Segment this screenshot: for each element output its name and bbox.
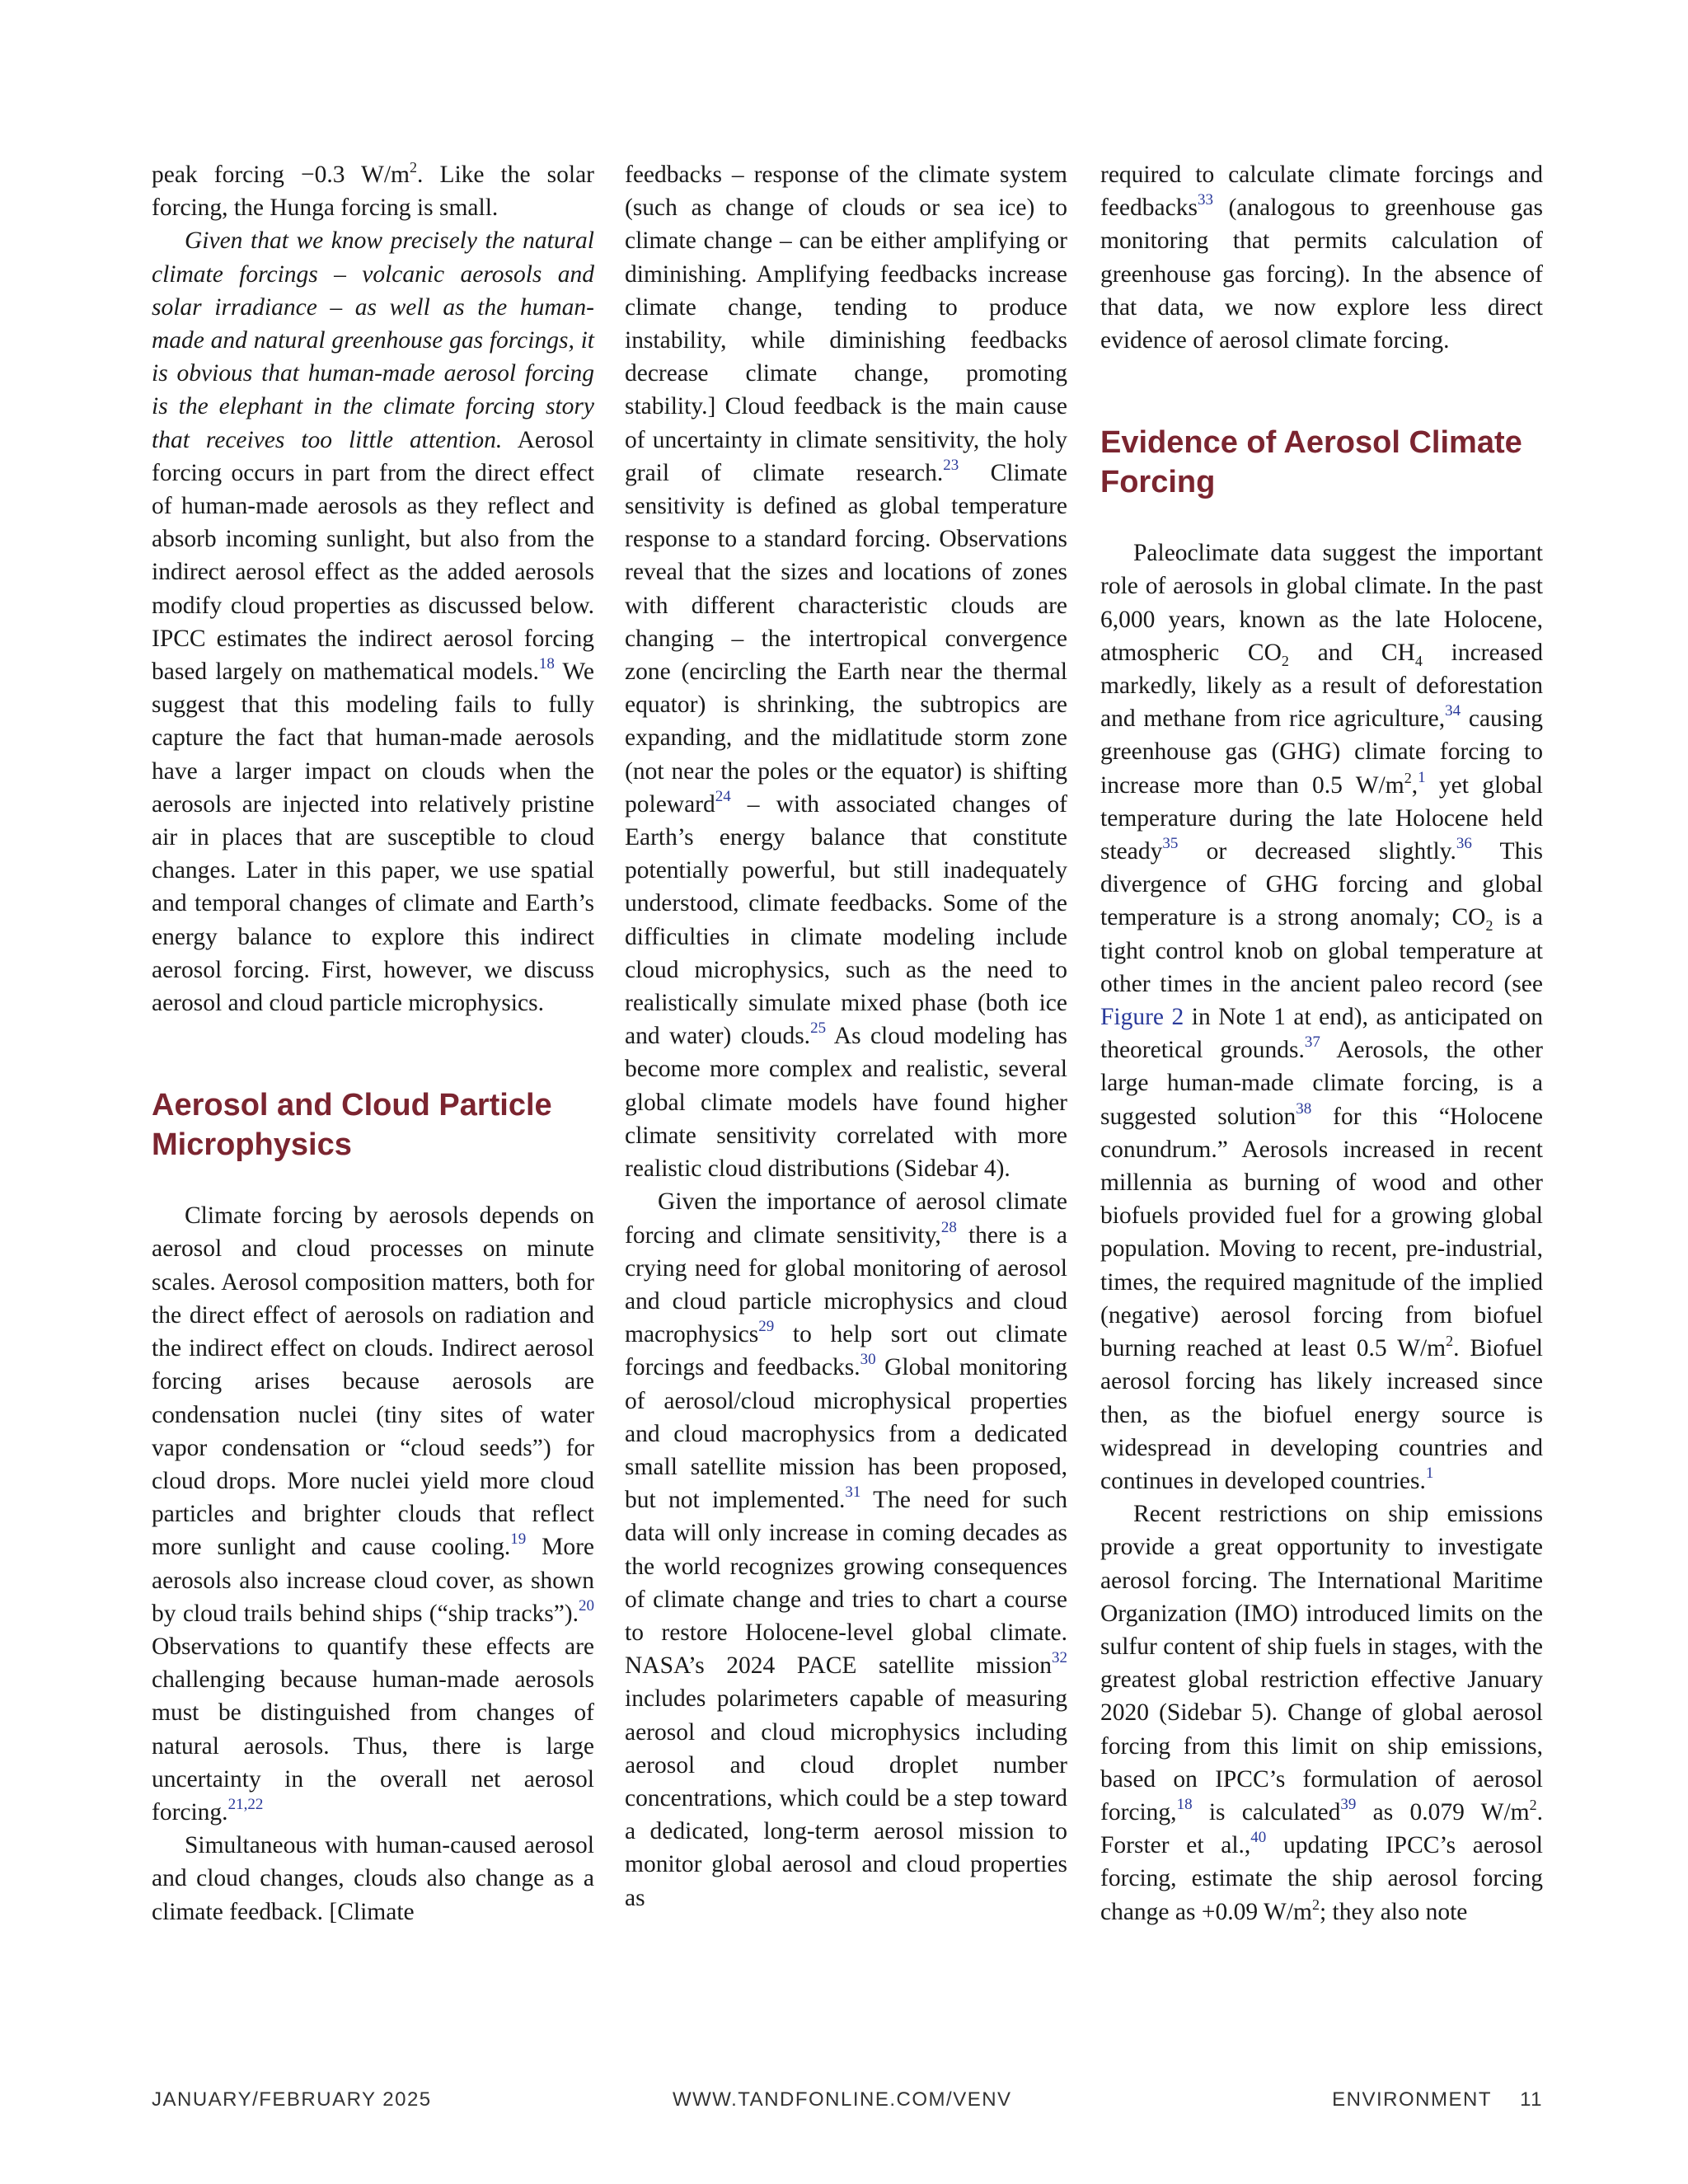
citation-link[interactable]: 25 — [810, 1019, 827, 1038]
paragraph: Climate forcing by aerosols depends on aerosol and cloud processes on minute scales. Aerosol composition matters, both for the direct effect of aerosols on radiation and the indirect effect on clouds. Indirect aerosol forcing arises because aerosols are condensation nuclei (tiny sites of water vapor condensation or “cloud seeds”) for cloud drops. More nuclei yield more cloud particles and brighter clouds that reflect more sunlight and cause cooling.$^{19}$ More aerosols also increase cloud cover, as shown by cloud trails behind ships (“ship tracks”).$^{20}$ Observations to quantify these effects are challenging because human-made aerosols must be distinguished from changes of natural aerosols. Thus, there is large uncertainty in the overall net aerosol forcing.$^{21,22}$ — [152, 1202, 594, 1825]
citation-link[interactable]: 18 — [538, 655, 555, 673]
text-column-3 — [1100, 158, 1543, 1929]
citation-link[interactable]: 19 — [510, 1530, 527, 1549]
citation-link[interactable]: 30 — [860, 1351, 876, 1369]
footer-url[interactable]: WWW.TANDFONLINE.COM/VENV — [673, 2088, 1012, 2111]
citation-link[interactable]: 1 — [1418, 768, 1426, 786]
citation-link[interactable]: 40 — [1250, 1829, 1267, 1847]
citation-link[interactable]: 34 — [1445, 702, 1461, 720]
citation-link[interactable]: 33 — [1197, 191, 1213, 209]
footer-issue-date: JANUARY/FEBRUARY 2025 — [152, 2088, 432, 2111]
section-heading: Evidence of Aerosol Climate Forcing — [1100, 425, 1522, 500]
paragraph: Simultaneous with human-caused aerosol and cloud changes, clouds also change as a climate feedback. [Climate — [152, 1832, 594, 1925]
page-footer — [152, 2088, 1543, 2121]
citation-link[interactable]: 37 — [1304, 1033, 1320, 1052]
citation-link[interactable]: 36 — [1456, 835, 1472, 853]
citation-link[interactable]: 35 — [1162, 835, 1179, 853]
paragraph: feedbacks – response of the climate system (such as change of clouds or sea ice) to climate change – can be either amplifying or diminishing. Amplifying feedbacks increase climate change, tending to produce instability, while diminishing feedbacks decrease climate change, promoting stability.] Cloud feedback is the main cause of uncertainty in climate sensitivity, the holy grail of climate research.$^{23}$ Climate sensitivity is defined as global temperature response to a standard forcing. Observations reveal that the sizes and locations of zones with different characteristic clouds are changing – the intertropical convergence zone (encircling the Earth near the thermal equator) is shrinking, the subtropics are expanding, and the midlatitude storm zone (not near the poles or the equator) is shifting poleward$^{24}$ – with associated changes of Earth’s energy balance that constitute potentially powerful, but still inadequately understood, climate feedbacks. Some of the difficulties in climate modeling include cloud microphysics, such as the need to realistically simulate mixed phase (both ice and water) clouds.$^{25}$ As cloud modeling has become more complex and realistic, several global climate models have found higher climate sensitivity correlated with more realistic cloud distributions (Sidebar 4). — [625, 162, 1067, 1183]
paragraph: Paleoclimate data suggest the important role of aerosols in global climate. In the past 6,000 years, known as the late Holocene, atmospheric $CO_2$ and $CH_4$ increased markedly, likely as a result of deforestation and methane from rice agriculture,$^{34}$ causing greenhouse gas (GHG) climate forcing to increase more than 0.5 $W/m^2,^1$ yet global temperature during the late Holocene held steady$^{35}$ or decreased slightly.$^{36}$ This divergence of GHG forcing and global temperature is a strong anomaly; $CO_2$ is a tight control knob on global temperature at other times in the ancient paleo record (see Figure 2 in Note 1 at end), as anticipated on theoretical grounds.$^{37}$ Aerosols, the other large human-made climate forcing, is a suggested solution$^{38}$ for this “Holocene conundrum.” Aerosols increased in recent millennia as burning of wood and other biofuels provided fuel for a growing global population. Moving to recent, pre-industrial, times, the required magnitude of the implied (negative) aerosol forcing from biofuel burning reached at least 0.5 $W/m^2$. Biofuel aerosol forcing has likely increased since then, as the biofuel energy source is widespread in developing countries and continues in developed countries.$^1$ — [1100, 540, 1544, 1494]
paragraph: Recent restrictions on ship emissions provide a great opportunity to investigate aerosol forcing. The International Maritime Organization (IMO) introduced limits on the sulfur content of ship fuels in stages, with the greatest global restriction effective January 2020 (Sidebar 5). Change of global aerosol forcing from this limit on ship emissions, based on IPCC’s formulation of aerosol forcing,$^{18}$ is calculated$^{39}$ as 0.079 $W/m^2$. Forster et al.,$^{40}$ updating IPCC’s aerosol forcing, estimate the ship aerosol forcing change as +0.09 $W/m^2$; they also note — [1100, 1501, 1544, 1925]
paragraph: peak forcing −0.3 $W/m^2$. Like the solar forcing, the Hunga forcing is small. — [152, 159, 594, 222]
citation-link[interactable]: 21,22 — [227, 1795, 264, 1813]
page-number: 11 — [1520, 2088, 1543, 2111]
citation-link[interactable]: 29 — [758, 1318, 775, 1336]
citation-link[interactable]: 18 — [1176, 1795, 1193, 1813]
figure-link[interactable]: Figure 2 — [1100, 1004, 1184, 1031]
citation-link[interactable]: 31 — [845, 1483, 861, 1502]
section-heading: Aerosol and Cloud Particle Microphysics — [152, 1088, 552, 1163]
citation-link[interactable]: 28 — [940, 1218, 957, 1236]
footer-journal-name: ENVIRONMENT — [1332, 2088, 1492, 2111]
citation-link[interactable]: 24 — [715, 787, 731, 805]
citation-link[interactable]: 32 — [1052, 1649, 1067, 1667]
citation-link[interactable]: 20 — [579, 1596, 594, 1615]
citation-link[interactable]: 39 — [1340, 1795, 1357, 1813]
paragraph: Given the importance of aerosol climate forcing and climate sensitivity,$^{28}$ there is a crying need for global monitoring of aerosol and cloud particle microphysics and cloud macrophysics$^{29}$ to help sort out climate forcings and feedbacks.$^{30}$ Global monitoring of aerosol/cloud microphysical properties and cloud macrophysics from a dedicated small satellite mission has been proposed, but not implemented.$^{31}$ The need for such data will only increase in coming decades as the world recognizes growing consequences of climate change and tries to chart a course to restore Holocene-level global climate. NASA’s 2024 PACE satellite mission$^{32}$ includes polarimeters capable of measuring aerosol and cloud microphysics including aerosol and cloud droplet number concentrations, which could be a step toward a dedicated, long-term aerosol mission to monitor global aerosol and cloud properties as — [625, 1188, 1068, 1911]
citation-link[interactable]: 1 — [1425, 1464, 1434, 1482]
citation-link[interactable]: 38 — [1296, 1099, 1312, 1118]
paragraph: Given that we know precisely the natural climate forcings – volcanic aerosols and solar irradiance – as well as the human-made and natural greenhouse gas forcings, it is obvious that human-made aerosol forcing is the elephant in the climate forcing story that receives too little attention. Aerosol forcing occurs in part from the direct effect of human-made aerosols as they reflect and absorb incoming sunlight, but also from the indirect aerosol effect as the added aerosols modify cloud properties as discussed below. IPCC estimates the indirect aerosol forcing based largely on mathematical models.$^{18}$ We suggest that this modeling fails to fully capture the fact that human-made aerosols have a larger impact on clouds when the aerosols are injected into relatively pristine air in places that are susceptible to cloud changes. Later in this paper, we use spatial and temporal changes of climate and Earth’s energy balance to explore this indirect aerosol forcing. First, however, we discuss aerosol and cloud particle microphysics. — [152, 227, 594, 1017]
text-column-2 — [625, 158, 1067, 1915]
citation-link[interactable]: 23 — [943, 456, 959, 474]
text-column-1 — [152, 158, 594, 1929]
paragraph: required to calculate climate forcings and feedbacks$^{33}$ (analogous to greenhouse gas monitoring that permits calculation of greenhouse gas forcing). In the absence of that data, we now explore less direct evidence of aerosol climate forcing. — [1100, 162, 1543, 354]
